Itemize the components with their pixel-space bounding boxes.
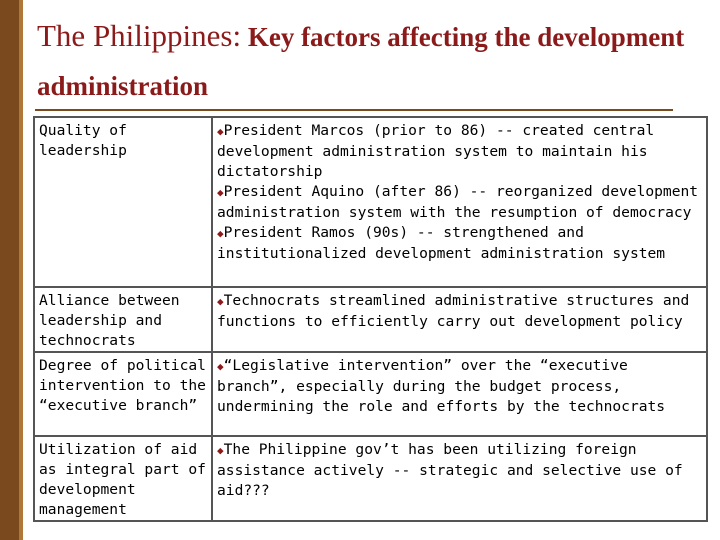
point-text: The Philippine gov’t has been utilizing foreign assistance actively -- strategic and selective use of aid??? (217, 441, 683, 499)
slide-title (37, 14, 707, 113)
bullet-point (217, 356, 702, 417)
title-part-2: Key factors affecting the development administration (37, 22, 685, 101)
factor-cell: Utilization of aid as integral part of development management (34, 436, 212, 521)
diamond-bullet-icon: ◆ (217, 227, 224, 240)
diamond-bullet-icon: ◆ (217, 360, 224, 373)
table-row (34, 287, 707, 352)
left-accent-stripe (19, 0, 23, 540)
diamond-bullet-icon: ◆ (217, 295, 224, 308)
table-row (34, 352, 707, 436)
point-text: President Aquino (after 86) -- reorganized development administration system with the resumption of democracy (217, 183, 699, 221)
bullet-point (217, 182, 702, 223)
bullet-point (217, 223, 702, 264)
point-text: President Ramos (90s) -- strengthened and institutionalized development administration system (217, 224, 666, 262)
point-text: President Marcos (prior to 86) -- created central development administration system to maintain his dictatorship (217, 122, 655, 180)
point-text: “Legislative intervention” over the “executive branch”, especially during the budget process, undermining the role and efforts by the technocrats (217, 357, 666, 415)
diamond-bullet-icon: ◆ (217, 444, 224, 457)
diamond-bullet-icon: ◆ (217, 125, 224, 138)
point-text: Technocrats streamlined administrative structures and functions to efficiently carry out development policy (217, 292, 690, 330)
factor-cell: Alliance between leadership and technocrats (34, 287, 212, 352)
description-cell (212, 352, 707, 436)
diamond-bullet-icon: ◆ (217, 186, 224, 199)
title-part-1: The Philippines: (37, 18, 242, 53)
description-cell (212, 436, 707, 521)
table-row (34, 436, 707, 521)
description-cell (212, 287, 707, 352)
description-cell (212, 117, 707, 287)
factor-cell: Quality of leadership (34, 117, 212, 287)
title-divider (35, 109, 673, 111)
factor-cell: Degree of political intervention to the “executive branch” (34, 352, 212, 436)
bullet-point (217, 440, 702, 501)
table-row (34, 117, 707, 287)
bullet-point (217, 121, 702, 182)
bullet-point (217, 291, 702, 332)
factors-table (33, 116, 708, 522)
left-decorative-bar (0, 0, 19, 540)
